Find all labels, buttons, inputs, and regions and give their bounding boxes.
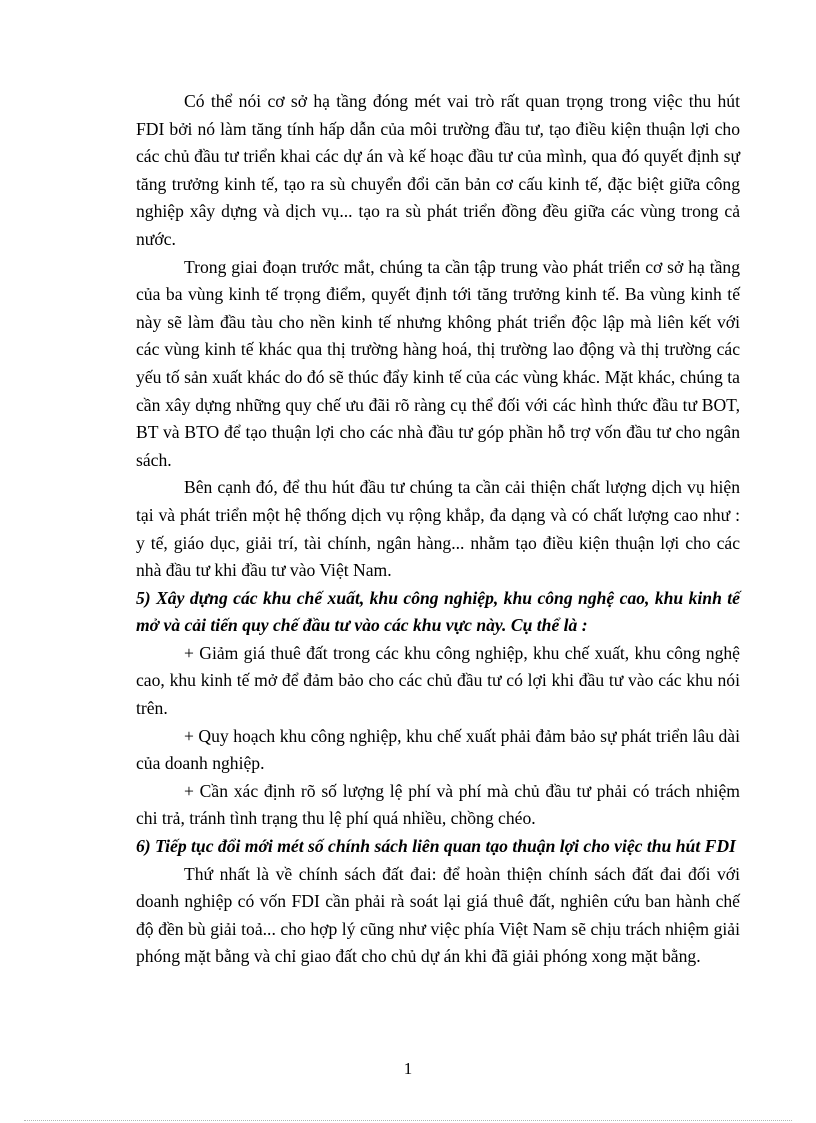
page-bottom-divider bbox=[24, 1120, 792, 1121]
bullet-fees: + Cần xác định rõ số lượng lệ phí và phí mà chủ đầu tư phải có trách nhiệm chi trả, tránh tình trạng thu lệ phí quá nhiều, chồng chéo. bbox=[136, 780, 740, 829]
section-heading-6: 6) Tiếp tục đổi mới mét số chính sách liên quan tạo thuận lợi cho việc thu hút FDI bbox=[136, 836, 736, 857]
document-body bbox=[136, 88, 740, 971]
bullet-land-rent: + Giảm giá thuê đất trong các khu công nghiệp, khu chế xuất, khu công nghệ cao, khu kinh tế mở để đảm bảo cho các chủ đầu tư có lợi khi đầu tư vào các khu nói trên. bbox=[136, 642, 740, 719]
paragraph-key-regions: Trong giai đoạn trước mắt, chúng ta cần tập trung vào phát triển cơ sở hạ tầng của ba vùng kinh tế trọng điểm, quyết định tới tăng trưởng kinh tế. Ba vùng kinh tế này sẽ làm đầu tàu cho nền kinh tế nhưng không phát triển độc lập mà liên kết với các vùng kinh tế khác qua thị trường hàng hoá, thị trường lao động và thị trường các yếu tố sản xuất khác do đó sẽ thúc đẩy kinh tế của các vùng khác. Mặt khác, chúng ta cần xây dựng những quy chế ưu đãi rõ ràng cụ thể đối với các hình thức đầu tư BOT, BT và BTO để tạo thuận lợi cho các nhà đầu tư góp phần hỗ trợ vốn đầu tư cho ngân sách. bbox=[136, 256, 740, 470]
paragraph-infrastructure: Có thể nói cơ sở hạ tầng đóng mét vai trò rất quan trọng trong việc thu hút FDI bởi nó làm tăng tính hấp dẫn của môi trường đầu tư, tạo điều kiện thuận lợi cho các chủ đầu tư triển khai các dự án và kế hoạc đầu tư của mình, qua đó quyết định sự tăng trưởng kinh tế, tạo ra sù chuyển đổi căn bản cơ cấu kinh tế, đặc biệt giữa công nghiệp xây dựng và dịch vụ... tạo ra sù phát triển đồng đều giữa các vùng trong cả nước. bbox=[136, 91, 740, 249]
section-heading-5: 5) Xây dựng các khu chế xuất, khu công nghiệp, khu công nghệ cao, khu kinh tế mở và cải tiến quy chế đầu tư vào các khu vực này. Cụ thể là : bbox=[136, 587, 740, 636]
paragraph-land-policy: Thứ nhất là về chính sách đất đai: để hoàn thiện chính sách đất đai đối với doanh nghiệp có vốn FDI cần phải rà soát lại giá thuê đất, nghiên cứu ban hành chế độ đền bù giải toả... cho hợp lý cũng như việc phía Việt Nam sẽ chịu trách nhiệm giải phóng mặt bằng và chỉ giao đất cho chủ dự án khi đã giải phóng xong mặt bằng. bbox=[136, 863, 740, 967]
page-number: 1 bbox=[403, 1059, 413, 1078]
bullet-zone-planning: + Quy hoạch khu công nghiệp, khu chế xuất phải đảm bảo sự phát triển lâu dài của doanh nghiệp. bbox=[136, 725, 740, 774]
paragraph-services: Bên cạnh đó, để thu hút đầu tư chúng ta cần cải thiện chất lượng dịch vụ hiện tại và phát triển một hệ thống dịch vụ rộng khắp, đa dạng và có chất lượng cao như : y tế, giáo dục, giải trí, tài chính, ngân hàng... nhằm tạo điều kiện thuận lợi cho các nhà đầu tư khi đầu tư vào Việt Nam. bbox=[136, 477, 740, 581]
